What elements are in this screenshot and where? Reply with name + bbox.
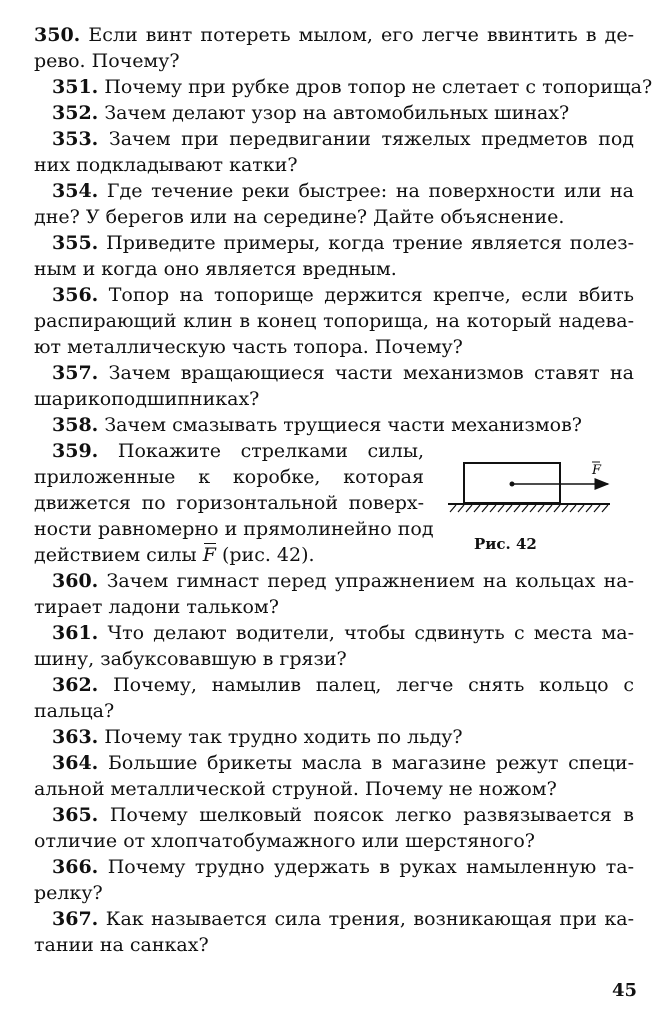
- problem-362-line-1: 362. Почему, намылив палец, легче снять кольцо с: [52, 674, 634, 696]
- problem-352: 352. Зачем делают узор на автомобильных шинах?: [52, 102, 570, 124]
- problem-354-line-2: дне? У берегов или на середине? Дайте объяснение.: [34, 206, 565, 228]
- problem-355-line-1: 355. Приведите примеры, когда трение является полез-: [52, 232, 634, 254]
- problem-366-line-2: релку?: [34, 882, 103, 904]
- problem-359-line-1: 359. Покажите стрелками силы,: [52, 440, 425, 462]
- problem-355-line-2: ным и когда оно является вредным.: [34, 258, 397, 280]
- problem-356-line-1: 356. Топор на топорище держится крепче, если вбить: [52, 284, 635, 306]
- problem-360-line-2: тирает ладони тальком?: [34, 596, 279, 618]
- problem-356-line-3: ют металлическую часть топора. Почему?: [34, 336, 463, 358]
- problem-358: 358. Зачем смазывать трущиеся части механизмов?: [52, 414, 582, 436]
- problem-367-line-2: тании на санках?: [34, 934, 209, 956]
- problem-359-line-3: движется по горизонтальной поверх-: [34, 492, 424, 514]
- problem-350-line-1: 350. Если винт потереть мылом, его легче ввинтить в де-: [34, 24, 634, 46]
- problem-353-line-1: 353. Зачем при передвигании тяжелых предметов под: [52, 128, 634, 150]
- problem-359-line-4: ности равномерно и прямолинейно под: [34, 518, 434, 540]
- problem-359-line-2: приложенные к коробке, которая: [34, 466, 424, 488]
- problem-361-line-1: 361. Что делают водители, чтобы сдвинуть с места ма-: [52, 622, 634, 644]
- problem-364-line-1: 364. Большие брикеты масла в магазине режут специ-: [52, 752, 635, 774]
- problem-360-line-1: 360. Зачем гимнаст перед упражнением на кольцах на-: [52, 570, 634, 592]
- problem-364-line-2: альной металлической струной. Почему не ножом?: [34, 778, 557, 800]
- problem-357-line-1: 357. Зачем вращающиеся части механизмов ставят на: [52, 362, 634, 384]
- problem-357-line-2: шарикоподшипниках?: [34, 388, 260, 410]
- problem-362-line-2: пальца?: [34, 700, 115, 722]
- problem-351: 351. Почему при рубке дров топор не слетает с топорища?: [52, 76, 653, 98]
- problem-365-line-1: 365. Почему шелковый поясок легко развязывается в: [52, 804, 634, 826]
- force-symbol: F: [202, 544, 216, 566]
- problem-367-line-1: 367. Как называется сила трения, возникающая при ка-: [52, 908, 634, 930]
- problem-365-line-2: отличие от хлопчатобумажного или шерстяного?: [34, 830, 535, 852]
- problem-361-line-2: шину, забуксовавшую в грязи?: [34, 648, 347, 670]
- figure-caption: Рис. 42: [474, 535, 537, 553]
- problem-366-line-1: 366. Почему трудно удержать в руках намыленную та-: [52, 856, 634, 878]
- problem-359-line-5: действием силы F (рис. 42).: [34, 544, 315, 566]
- figure-42: [412, 440, 612, 516]
- problem-354-line-1: 354. Где течение реки быстрее: на поверхности или на: [52, 180, 634, 202]
- problem-353-line-2: них подкладывают катки?: [34, 154, 298, 176]
- ground-hatching: [450, 505, 608, 512]
- problem-356-line-2: распирающий клин в конец топорища, на который надева-: [34, 310, 634, 332]
- problem-number: 350.: [34, 24, 81, 46]
- problem-363: 363. Почему так трудно ходить по льду?: [52, 726, 463, 748]
- problem-350-line-2: рево. Почему?: [34, 50, 180, 72]
- force-label: F: [592, 463, 602, 478]
- page-number: 45: [612, 980, 638, 1001]
